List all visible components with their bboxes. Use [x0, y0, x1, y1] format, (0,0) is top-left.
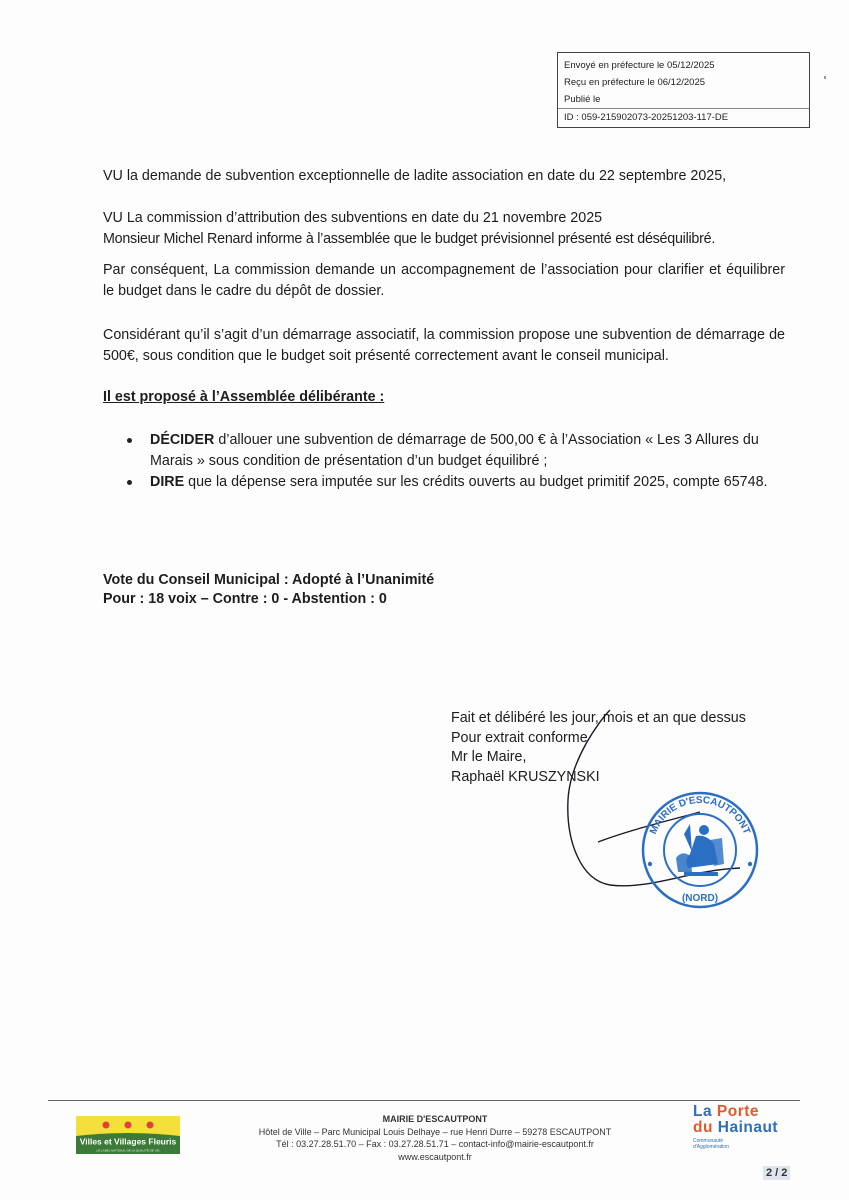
paragraph-request: VU la demande de subvention exceptionnelle de ladite association en date du 22 septembre 2025,	[103, 168, 727, 184]
seal-bottom-text: (NORD)	[681, 893, 719, 904]
villes-villages-fleuris-logo	[76, 1116, 180, 1154]
seal-top-text: MAIRIE D'ESCAUTPONT	[648, 794, 752, 836]
la-porte-du-hainaut-logo	[693, 1104, 803, 1150]
bullet-keyword: DÉCIDER	[150, 432, 215, 448]
paragraph-consequence: Par conséquent, La commission demande un accompagnement de l’association pour clarifier et équilibrer le budget dans le cadre du dépôt de dossier.	[103, 262, 785, 299]
vote-outcome: Vote du Conseil Municipal : Adopté à l’Unanimité	[103, 572, 435, 588]
signature-block	[451, 709, 746, 787]
mayor-name: Raphaël KRUSZYNSKI	[451, 768, 600, 785]
prefecture-stamp	[557, 52, 810, 128]
logo-word: Hainaut	[717, 1119, 779, 1136]
proposal-heading: Il est proposé à l’Assemblée délibérante :	[103, 389, 385, 405]
footer-phone-email: Tél : 03.27.28.51.70 – Fax : 03.27.28.51.71 – contact-info@mairie-escautpont.fr	[276, 1139, 594, 1149]
vote-counts: Pour : 18 voix – Contre : 0 - Abstention : 0	[103, 591, 387, 607]
made-deliberated: Fait et délibéré les jour, mois et an que dessus	[451, 710, 746, 726]
footer-contact	[240, 1113, 630, 1163]
logo-sub: d'Agglomération	[693, 1144, 729, 1150]
footer-divider	[48, 1100, 800, 1101]
list-item	[103, 430, 785, 472]
logo-word: Porte	[716, 1103, 760, 1120]
paragraph-considering: Considérant qu’il s’agit d’un démarrage associatif, la commission propose une subvention de démarrage de 500€, sous condition que le budget soit présenté correctement avant le conseil municipal.	[103, 327, 785, 364]
mayor-title: Mr le Maire,	[451, 749, 527, 765]
town-seal-icon	[640, 790, 760, 910]
page-number: 2 / 2	[763, 1166, 790, 1180]
marianne-figure-icon	[676, 824, 724, 876]
proposal-list	[103, 430, 785, 493]
footer-address: Hôtel de Ville – Parc Municipal Louis Delhaye – rue Henri Durre – 59278 ESCAUTPONT	[258, 1126, 612, 1137]
bullet-text: que la dépense sera imputée sur les crédits ouverts au budget primitif 2025, compte 65748.	[184, 474, 768, 490]
logo-word: du	[693, 1119, 713, 1136]
scan-speck	[824, 76, 826, 79]
commission-line: VU La commission d’attribution des subventions en date du 21 novembre 2025	[103, 210, 603, 226]
certified-extract: Pour extrait conforme	[451, 729, 588, 746]
logo-sub: Communauté	[693, 1138, 724, 1144]
footer-website: www.escautpont.fr	[398, 1151, 472, 1162]
footer-title: MAIRIE D'ESCAUTPONT	[382, 1114, 488, 1124]
seal-star-icon	[748, 862, 752, 866]
bullet-icon	[127, 480, 132, 485]
renard-line: Monsieur Michel Renard informe à l’assemblée que le budget prévisionnel présenté est déséquilibré.	[103, 231, 716, 247]
bullet-keyword: DIRE	[150, 474, 185, 490]
vote-result	[103, 571, 434, 609]
stamp-received: Reçu en préfecture le 06/12/2025	[564, 77, 706, 88]
bullet-text: d’allouer une subvention de démarrage de 500,00 € à l’Association « Les 3 Allures du Marais » sous condition de présentation d’un budget équilibré ;	[150, 432, 759, 469]
list-item	[103, 472, 785, 493]
paragraph-commission	[103, 208, 785, 250]
logo-word: La	[693, 1103, 713, 1120]
stamp-id: ID : 059-215902073-20251203-117-DE	[558, 108, 809, 126]
stamp-published: Publié le	[564, 94, 601, 105]
seal-star-icon	[648, 862, 652, 866]
vvf-title: Villes et Villages Fleuris	[79, 1136, 177, 1147]
stamp-sent: Envoyé en préfecture le 05/12/2025	[564, 60, 715, 71]
vvf-subtitle: LE LABEL NATIONAL DE LA QUALITÉ DE VIE	[96, 1148, 160, 1153]
bullet-icon	[127, 438, 132, 443]
